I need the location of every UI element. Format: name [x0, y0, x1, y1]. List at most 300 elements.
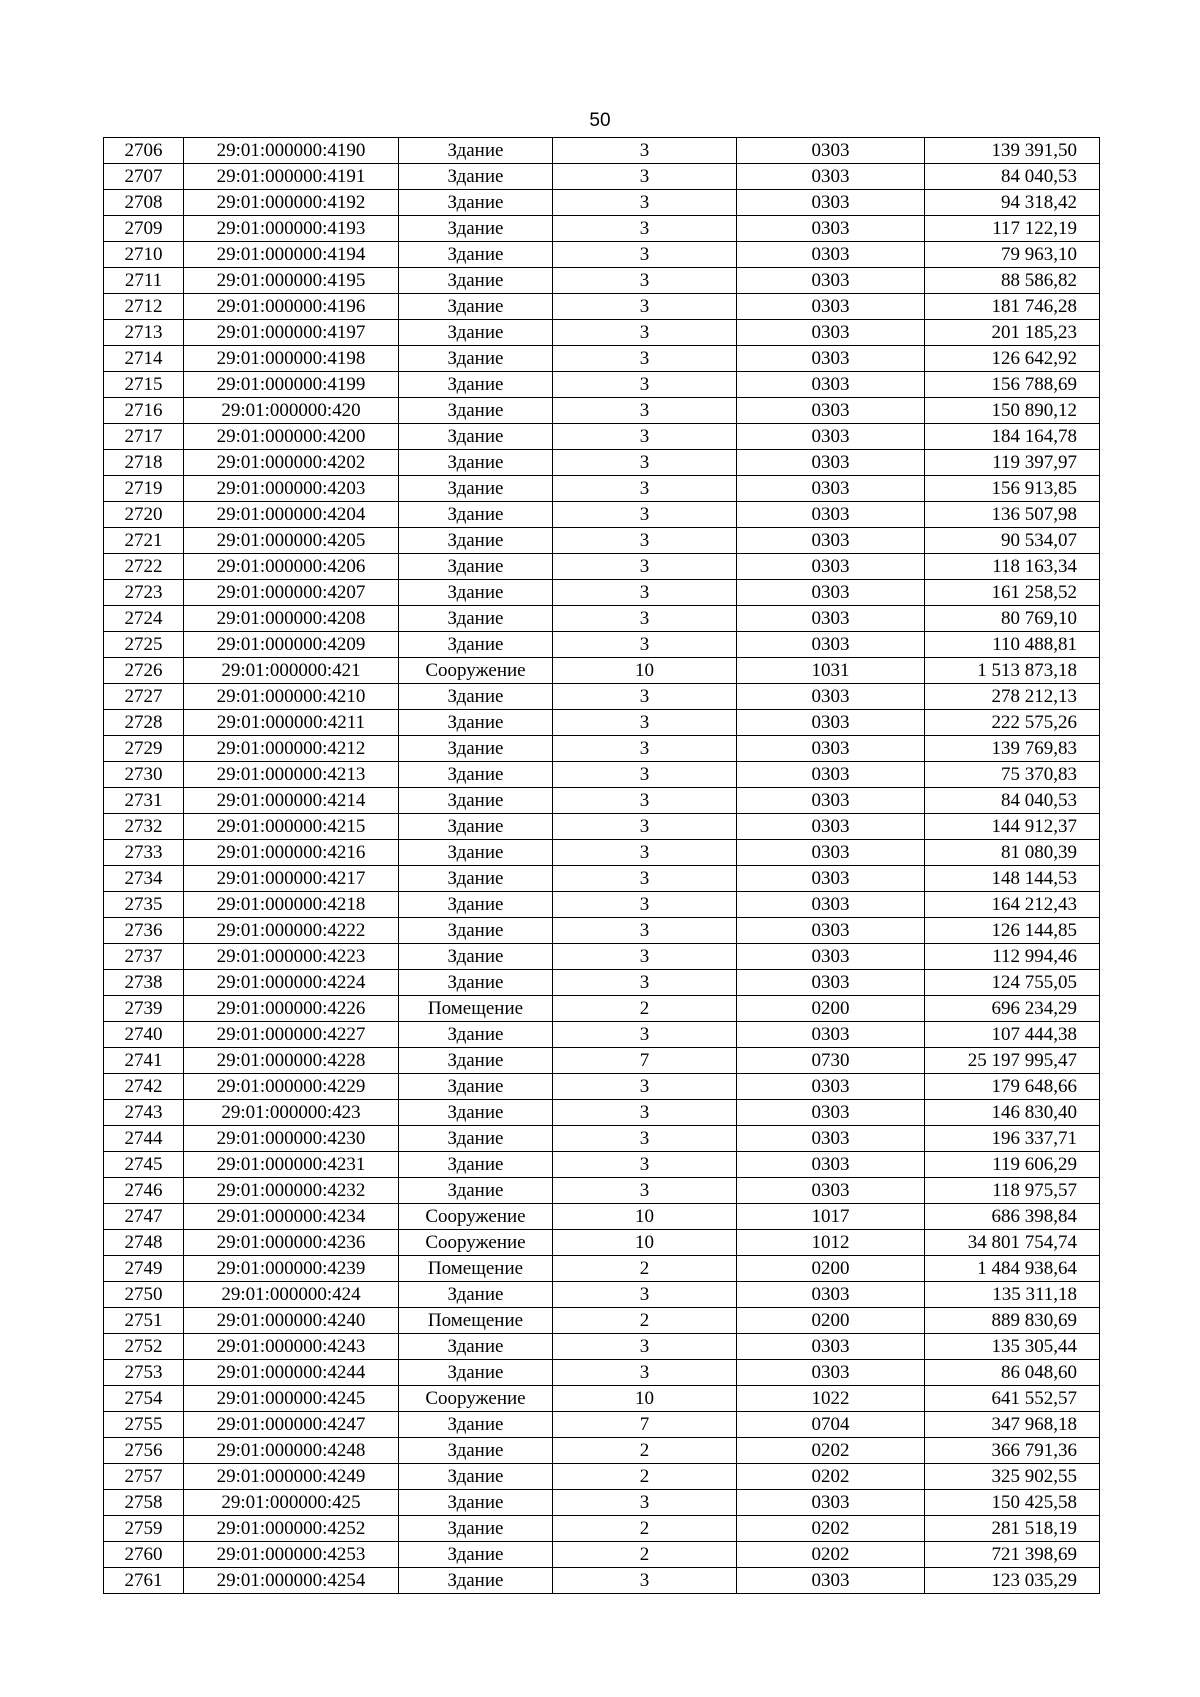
cadastral-number-cell: 29:01:000000:4244 [184, 1360, 399, 1386]
cadastral-number-cell: 29:01:000000:4211 [184, 710, 399, 736]
group-code-cell: 3 [553, 450, 737, 476]
cadastral-value-cell: 184 164,78 [925, 424, 1100, 450]
table-row [104, 788, 1100, 814]
cadastral-number-cell: 29:01:000000:4193 [184, 216, 399, 242]
object-type-cell: Помещение [399, 996, 553, 1022]
subgroup-code-cell: 0303 [737, 1074, 925, 1100]
object-type-cell: Здание [399, 866, 553, 892]
cadastral-value-cell: 1 484 938,64 [925, 1256, 1100, 1282]
table-row [104, 866, 1100, 892]
subgroup-code-cell: 0303 [737, 372, 925, 398]
group-code-cell: 3 [553, 372, 737, 398]
row-number-cell: 2756 [104, 1438, 184, 1464]
table-row [104, 1074, 1100, 1100]
row-number-cell: 2737 [104, 944, 184, 970]
object-type-cell: Здание [399, 1074, 553, 1100]
cadastral-number-cell: 29:01:000000:4202 [184, 450, 399, 476]
cadastral-value-cell: 34 801 754,74 [925, 1230, 1100, 1256]
subgroup-code-cell: 0303 [737, 242, 925, 268]
table-row [104, 840, 1100, 866]
cadastral-value-cell: 139 391,50 [925, 138, 1100, 164]
group-code-cell: 3 [553, 892, 737, 918]
row-number-cell: 2739 [104, 996, 184, 1022]
group-code-cell: 2 [553, 996, 737, 1022]
cadastral-value-cell: 281 518,19 [925, 1516, 1100, 1542]
cadastral-number-cell: 29:01:000000:4226 [184, 996, 399, 1022]
subgroup-code-cell: 0303 [737, 1360, 925, 1386]
cadastral-number-cell: 29:01:000000:4243 [184, 1334, 399, 1360]
object-type-cell: Здание [399, 1178, 553, 1204]
object-type-cell: Здание [399, 1412, 553, 1438]
cadastral-value-cell: 126 144,85 [925, 918, 1100, 944]
group-code-cell: 3 [553, 1100, 737, 1126]
table-row [104, 372, 1100, 398]
cadastral-value-cell: 90 534,07 [925, 528, 1100, 554]
subgroup-code-cell: 0303 [737, 424, 925, 450]
table-row [104, 294, 1100, 320]
object-type-cell: Здание [399, 632, 553, 658]
object-type-cell: Здание [399, 1438, 553, 1464]
cadastral-value-cell: 119 397,97 [925, 450, 1100, 476]
object-type-cell: Сооружение [399, 1386, 553, 1412]
group-code-cell: 3 [553, 1334, 737, 1360]
object-type-cell: Здание [399, 1152, 553, 1178]
cadastral-number-cell: 29:01:000000:4194 [184, 242, 399, 268]
table-row [104, 684, 1100, 710]
cadastral-value-cell: 86 048,60 [925, 1360, 1100, 1386]
subgroup-code-cell: 0303 [737, 580, 925, 606]
row-number-cell: 2758 [104, 1490, 184, 1516]
object-type-cell: Здание [399, 1334, 553, 1360]
table-row [104, 1568, 1100, 1594]
cadastral-value-cell: 84 040,53 [925, 164, 1100, 190]
cadastral-value-cell: 124 755,05 [925, 970, 1100, 996]
row-number-cell: 2708 [104, 190, 184, 216]
group-code-cell: 3 [553, 1490, 737, 1516]
subgroup-code-cell: 1031 [737, 658, 925, 684]
group-code-cell: 3 [553, 424, 737, 450]
object-type-cell: Здание [399, 606, 553, 632]
row-number-cell: 2715 [104, 372, 184, 398]
group-code-cell: 7 [553, 1412, 737, 1438]
row-number-cell: 2741 [104, 1048, 184, 1074]
cadastral-value-cell: 126 642,92 [925, 346, 1100, 372]
table-row [104, 424, 1100, 450]
group-code-cell: 2 [553, 1516, 737, 1542]
cadastral-number-cell: 29:01:000000:4216 [184, 840, 399, 866]
row-number-cell: 2734 [104, 866, 184, 892]
group-code-cell: 2 [553, 1308, 737, 1334]
object-type-cell: Здание [399, 476, 553, 502]
row-number-cell: 2720 [104, 502, 184, 528]
row-number-cell: 2733 [104, 840, 184, 866]
row-number-cell: 2742 [104, 1074, 184, 1100]
row-number-cell: 2760 [104, 1542, 184, 1568]
subgroup-code-cell: 0303 [737, 398, 925, 424]
table-row [104, 1022, 1100, 1048]
table-row [104, 606, 1100, 632]
subgroup-code-cell: 0200 [737, 1308, 925, 1334]
cadastral-number-cell: 29:01:000000:4198 [184, 346, 399, 372]
table-row [104, 1308, 1100, 1334]
row-number-cell: 2725 [104, 632, 184, 658]
row-number-cell: 2740 [104, 1022, 184, 1048]
object-type-cell: Здание [399, 918, 553, 944]
cadastral-number-cell: 29:01:000000:4230 [184, 1126, 399, 1152]
object-type-cell: Здание [399, 424, 553, 450]
subgroup-code-cell: 0303 [737, 1334, 925, 1360]
row-number-cell: 2709 [104, 216, 184, 242]
object-type-cell: Здание [399, 580, 553, 606]
table-row [104, 528, 1100, 554]
cadastral-value-cell: 164 212,43 [925, 892, 1100, 918]
table-row [104, 996, 1100, 1022]
subgroup-code-cell: 0200 [737, 996, 925, 1022]
cadastral-value-cell: 179 648,66 [925, 1074, 1100, 1100]
subgroup-code-cell: 0303 [737, 476, 925, 502]
object-type-cell: Сооружение [399, 658, 553, 684]
table-row [104, 190, 1100, 216]
subgroup-code-cell: 0303 [737, 1022, 925, 1048]
subgroup-code-cell: 0303 [737, 528, 925, 554]
row-number-cell: 2721 [104, 528, 184, 554]
group-code-cell: 3 [553, 684, 737, 710]
object-type-cell: Помещение [399, 1256, 553, 1282]
group-code-cell: 3 [553, 866, 737, 892]
table-row [104, 1126, 1100, 1152]
group-code-cell: 7 [553, 1048, 737, 1074]
subgroup-code-cell: 0202 [737, 1464, 925, 1490]
cadastral-number-cell: 29:01:000000:4227 [184, 1022, 399, 1048]
row-number-cell: 2746 [104, 1178, 184, 1204]
row-number-cell: 2743 [104, 1100, 184, 1126]
subgroup-code-cell: 0303 [737, 736, 925, 762]
row-number-cell: 2710 [104, 242, 184, 268]
object-type-cell: Здание [399, 1282, 553, 1308]
cadastral-value-cell: 150 425,58 [925, 1490, 1100, 1516]
object-type-cell: Сооружение [399, 1230, 553, 1256]
cadastral-value-cell: 112 994,46 [925, 944, 1100, 970]
cadastral-value-cell: 148 144,53 [925, 866, 1100, 892]
row-number-cell: 2729 [104, 736, 184, 762]
subgroup-code-cell: 0303 [737, 788, 925, 814]
subgroup-code-cell: 1022 [737, 1386, 925, 1412]
table-row [104, 1334, 1100, 1360]
cadastral-value-cell: 278 212,13 [925, 684, 1100, 710]
cadastral-value-cell: 135 311,18 [925, 1282, 1100, 1308]
object-type-cell: Здание [399, 684, 553, 710]
cadastral-value-cell: 222 575,26 [925, 710, 1100, 736]
cadastral-number-cell: 29:01:000000:4249 [184, 1464, 399, 1490]
subgroup-code-cell: 0303 [737, 320, 925, 346]
group-code-cell: 3 [553, 736, 737, 762]
object-type-cell: Здание [399, 814, 553, 840]
subgroup-code-cell: 0303 [737, 606, 925, 632]
subgroup-code-cell: 0303 [737, 970, 925, 996]
subgroup-code-cell: 0303 [737, 1282, 925, 1308]
table-row [104, 710, 1100, 736]
group-code-cell: 3 [553, 528, 737, 554]
group-code-cell: 10 [553, 1386, 737, 1412]
cadastral-number-cell: 29:01:000000:4240 [184, 1308, 399, 1334]
object-type-cell: Здание [399, 450, 553, 476]
object-type-cell: Здание [399, 190, 553, 216]
cadastral-number-cell: 29:01:000000:4252 [184, 1516, 399, 1542]
subgroup-code-cell: 1012 [737, 1230, 925, 1256]
subgroup-code-cell: 0303 [737, 684, 925, 710]
group-code-cell: 3 [553, 840, 737, 866]
cadastral-value-cell: 347 968,18 [925, 1412, 1100, 1438]
group-code-cell: 3 [553, 710, 737, 736]
subgroup-code-cell: 0303 [737, 1568, 925, 1594]
cadastral-number-cell: 29:01:000000:4239 [184, 1256, 399, 1282]
subgroup-code-cell: 0303 [737, 762, 925, 788]
row-number-cell: 2759 [104, 1516, 184, 1542]
cadastral-value-cell: 107 444,38 [925, 1022, 1100, 1048]
object-type-cell: Здание [399, 840, 553, 866]
group-code-cell: 3 [553, 294, 737, 320]
table-row [104, 1412, 1100, 1438]
subgroup-code-cell: 0704 [737, 1412, 925, 1438]
cadastral-value-cell: 150 890,12 [925, 398, 1100, 424]
subgroup-code-cell: 0730 [737, 1048, 925, 1074]
object-type-cell: Здание [399, 736, 553, 762]
subgroup-code-cell: 0303 [737, 840, 925, 866]
cadastral-number-cell: 29:01:000000:4209 [184, 632, 399, 658]
cadastral-number-cell: 29:01:000000:420 [184, 398, 399, 424]
row-number-cell: 2719 [104, 476, 184, 502]
subgroup-code-cell: 0303 [737, 190, 925, 216]
row-number-cell: 2726 [104, 658, 184, 684]
object-type-cell: Здание [399, 1048, 553, 1074]
table-row [104, 1542, 1100, 1568]
subgroup-code-cell: 0303 [737, 892, 925, 918]
cadastral-value-cell: 75 370,83 [925, 762, 1100, 788]
table-row [104, 970, 1100, 996]
row-number-cell: 2748 [104, 1230, 184, 1256]
table-row [104, 1438, 1100, 1464]
row-number-cell: 2757 [104, 1464, 184, 1490]
row-number-cell: 2724 [104, 606, 184, 632]
cadastral-number-cell: 29:01:000000:4253 [184, 1542, 399, 1568]
object-type-cell: Здание [399, 294, 553, 320]
object-type-cell: Здание [399, 1568, 553, 1594]
group-code-cell: 3 [553, 762, 737, 788]
cadastral-value-cell: 721 398,69 [925, 1542, 1100, 1568]
row-number-cell: 2736 [104, 918, 184, 944]
subgroup-code-cell: 0202 [737, 1516, 925, 1542]
cadastral-value-cell: 156 913,85 [925, 476, 1100, 502]
cadastral-value-cell: 196 337,71 [925, 1126, 1100, 1152]
table-row [104, 242, 1100, 268]
cadastral-number-cell: 29:01:000000:4245 [184, 1386, 399, 1412]
object-type-cell: Сооружение [399, 1204, 553, 1230]
subgroup-code-cell: 0200 [737, 1256, 925, 1282]
row-number-cell: 2753 [104, 1360, 184, 1386]
cadastral-number-cell: 29:01:000000:4223 [184, 944, 399, 970]
group-code-cell: 3 [553, 242, 737, 268]
table-row [104, 1204, 1100, 1230]
table-row [104, 580, 1100, 606]
cadastral-number-cell: 29:01:000000:4229 [184, 1074, 399, 1100]
object-type-cell: Здание [399, 242, 553, 268]
object-type-cell: Здание [399, 710, 553, 736]
object-type-cell: Здание [399, 1464, 553, 1490]
row-number-cell: 2717 [104, 424, 184, 450]
table-row [104, 944, 1100, 970]
row-number-cell: 2750 [104, 1282, 184, 1308]
object-type-cell: Здание [399, 1126, 553, 1152]
group-code-cell: 3 [553, 164, 737, 190]
cadastral-value-cell: 641 552,57 [925, 1386, 1100, 1412]
table-row [104, 1048, 1100, 1074]
object-type-cell: Здание [399, 1542, 553, 1568]
table-row [104, 476, 1100, 502]
subgroup-code-cell: 0303 [737, 1126, 925, 1152]
object-type-cell: Здание [399, 1490, 553, 1516]
row-number-cell: 2716 [104, 398, 184, 424]
group-code-cell: 3 [553, 1022, 737, 1048]
subgroup-code-cell: 0303 [737, 554, 925, 580]
table-row [104, 1282, 1100, 1308]
table-row [104, 346, 1100, 372]
object-type-cell: Здание [399, 372, 553, 398]
object-type-cell: Здание [399, 1516, 553, 1542]
cadastral-number-cell: 29:01:000000:4248 [184, 1438, 399, 1464]
subgroup-code-cell: 0202 [737, 1438, 925, 1464]
cadastral-number-cell: 29:01:000000:423 [184, 1100, 399, 1126]
object-type-cell: Здание [399, 788, 553, 814]
row-number-cell: 2712 [104, 294, 184, 320]
subgroup-code-cell: 0303 [737, 1178, 925, 1204]
table-row [104, 918, 1100, 944]
table-row [104, 164, 1100, 190]
subgroup-code-cell: 0303 [737, 944, 925, 970]
row-number-cell: 2713 [104, 320, 184, 346]
cadastral-value-cell: 80 769,10 [925, 606, 1100, 632]
table-row [104, 1516, 1100, 1542]
registry-table [103, 137, 1100, 1594]
cadastral-number-cell: 29:01:000000:4197 [184, 320, 399, 346]
subgroup-code-cell: 0202 [737, 1542, 925, 1568]
group-code-cell: 3 [553, 1568, 737, 1594]
cadastral-number-cell: 29:01:000000:4214 [184, 788, 399, 814]
cadastral-value-cell: 118 163,34 [925, 554, 1100, 580]
row-number-cell: 2728 [104, 710, 184, 736]
cadastral-value-cell: 84 040,53 [925, 788, 1100, 814]
cadastral-value-cell: 117 122,19 [925, 216, 1100, 242]
cadastral-number-cell: 29:01:000000:4191 [184, 164, 399, 190]
group-code-cell: 3 [553, 944, 737, 970]
group-code-cell: 3 [553, 190, 737, 216]
row-number-cell: 2752 [104, 1334, 184, 1360]
group-code-cell: 3 [553, 1178, 737, 1204]
cadastral-value-cell: 135 305,44 [925, 1334, 1100, 1360]
row-number-cell: 2706 [104, 138, 184, 164]
table-row [104, 814, 1100, 840]
table-row [104, 658, 1100, 684]
cadastral-number-cell: 29:01:000000:4222 [184, 918, 399, 944]
group-code-cell: 10 [553, 658, 737, 684]
group-code-cell: 3 [553, 580, 737, 606]
table-row [104, 762, 1100, 788]
table-row [104, 1256, 1100, 1282]
group-code-cell: 3 [553, 554, 737, 580]
row-number-cell: 2732 [104, 814, 184, 840]
group-code-cell: 3 [553, 476, 737, 502]
object-type-cell: Здание [399, 554, 553, 580]
table-row [104, 320, 1100, 346]
row-number-cell: 2722 [104, 554, 184, 580]
subgroup-code-cell: 0303 [737, 1100, 925, 1126]
row-number-cell: 2738 [104, 970, 184, 996]
cadastral-value-cell: 156 788,69 [925, 372, 1100, 398]
cadastral-value-cell: 123 035,29 [925, 1568, 1100, 1594]
subgroup-code-cell: 0303 [737, 1490, 925, 1516]
cadastral-number-cell: 29:01:000000:4236 [184, 1230, 399, 1256]
table-row [104, 1490, 1100, 1516]
group-code-cell: 3 [553, 346, 737, 372]
table-row [104, 1464, 1100, 1490]
row-number-cell: 2711 [104, 268, 184, 294]
group-code-cell: 3 [553, 268, 737, 294]
cadastral-number-cell: 29:01:000000:4207 [184, 580, 399, 606]
group-code-cell: 10 [553, 1230, 737, 1256]
group-code-cell: 3 [553, 632, 737, 658]
group-code-cell: 10 [553, 1204, 737, 1230]
cadastral-value-cell: 25 197 995,47 [925, 1048, 1100, 1074]
row-number-cell: 2747 [104, 1204, 184, 1230]
object-type-cell: Помещение [399, 1308, 553, 1334]
row-number-cell: 2714 [104, 346, 184, 372]
subgroup-code-cell: 0303 [737, 632, 925, 658]
table-row [104, 398, 1100, 424]
table-row [104, 632, 1100, 658]
cadastral-value-cell: 110 488,81 [925, 632, 1100, 658]
row-number-cell: 2755 [104, 1412, 184, 1438]
row-number-cell: 2754 [104, 1386, 184, 1412]
cadastral-number-cell: 29:01:000000:4190 [184, 138, 399, 164]
group-code-cell: 3 [553, 788, 737, 814]
row-number-cell: 2751 [104, 1308, 184, 1334]
cadastral-value-cell: 139 769,83 [925, 736, 1100, 762]
group-code-cell: 3 [553, 502, 737, 528]
cadastral-value-cell: 889 830,69 [925, 1308, 1100, 1334]
object-type-cell: Здание [399, 892, 553, 918]
cadastral-number-cell: 29:01:000000:4234 [184, 1204, 399, 1230]
cadastral-number-cell: 29:01:000000:4195 [184, 268, 399, 294]
cadastral-number-cell: 29:01:000000:4212 [184, 736, 399, 762]
cadastral-value-cell: 686 398,84 [925, 1204, 1100, 1230]
group-code-cell: 3 [553, 1152, 737, 1178]
table-row [104, 502, 1100, 528]
cadastral-number-cell: 29:01:000000:4208 [184, 606, 399, 632]
object-type-cell: Здание [399, 268, 553, 294]
table-row [104, 1100, 1100, 1126]
row-number-cell: 2749 [104, 1256, 184, 1282]
cadastral-number-cell: 29:01:000000:4205 [184, 528, 399, 554]
group-code-cell: 3 [553, 1126, 737, 1152]
cadastral-number-cell: 29:01:000000:4210 [184, 684, 399, 710]
group-code-cell: 3 [553, 606, 737, 632]
cadastral-value-cell: 119 606,29 [925, 1152, 1100, 1178]
subgroup-code-cell: 0303 [737, 216, 925, 242]
row-number-cell: 2761 [104, 1568, 184, 1594]
cadastral-value-cell: 144 912,37 [925, 814, 1100, 840]
object-type-cell: Здание [399, 528, 553, 554]
cadastral-value-cell: 79 963,10 [925, 242, 1100, 268]
group-code-cell: 2 [553, 1464, 737, 1490]
